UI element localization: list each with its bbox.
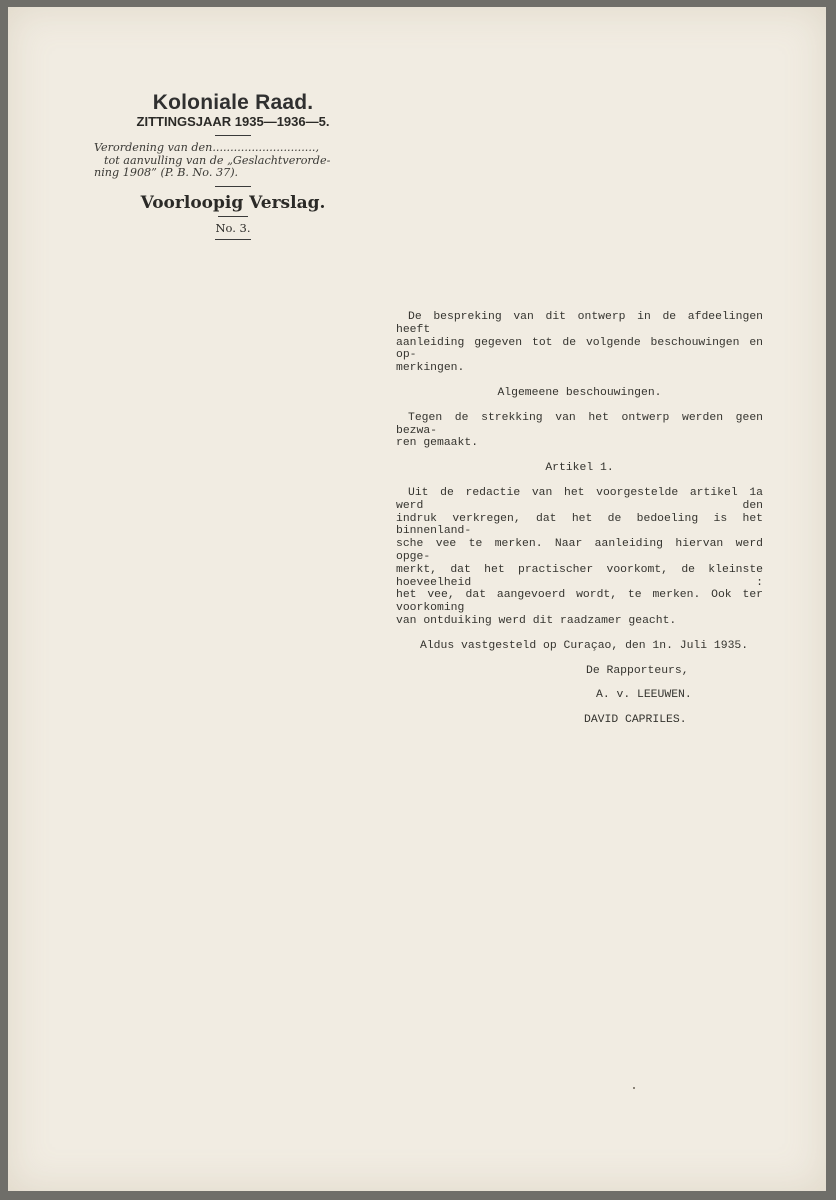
text-line: ren gemaakt. <box>396 437 479 450</box>
adoption-line: Aldus vastgesteld op Curaçao, den 1n. Juli 1935. <box>420 639 749 652</box>
ordinance-line: ning 1908” (P. B. No. 37). <box>94 166 239 179</box>
text-line: aanleiding gegeven tot de volgende beschouwingen en op- <box>396 336 763 362</box>
divider <box>218 216 248 217</box>
signatory: DAVID CAPRILES. <box>584 714 687 727</box>
article-paragraph <box>396 487 763 628</box>
divider <box>215 135 251 136</box>
text-line: van ontduiking werd dit raadzamer geacht. <box>396 614 677 627</box>
ordinance-subject <box>88 142 378 180</box>
divider <box>215 186 251 187</box>
text-line: indruk verkregen, dat het de bedoeling is het binnenland- <box>396 512 763 538</box>
intro-paragraph <box>396 311 763 375</box>
report-number: No. 3. <box>215 220 251 235</box>
text-line: Tegen de strekking van het ontwerp werden geen bezwa- <box>396 411 763 437</box>
paper-speck <box>633 1087 635 1089</box>
divider <box>215 239 251 240</box>
session-year: ZITTINGSJAAR 1935—1936—5. <box>136 114 330 129</box>
text-line: het vee, dat aangevoerd wordt, te merken. Ook ter voorkoming <box>396 589 763 615</box>
text-line: merkingen. <box>396 362 465 375</box>
general-heading: Algemeene beschouwingen. <box>497 386 662 399</box>
ordinance-line: tot aanvulling van de „Geslachtverorde- <box>104 153 331 167</box>
document-header <box>88 91 378 246</box>
rapporteurs-label: De Rapporteurs, <box>586 664 689 677</box>
general-paragraph <box>396 412 763 450</box>
text-line: Uit de redactie van het voorgestelde artikel 1a werd den <box>396 486 763 512</box>
ordinance-line: Verordening van den............................., <box>94 141 320 154</box>
report-body <box>396 311 763 739</box>
signatory: A. v. LEEUWEN. <box>596 689 692 702</box>
text-line: De bespreking van dit ontwerp in de afdeelingen heeft <box>396 311 763 336</box>
text-line: sche vee te merken. Naar aanleiding hiervan werd opge- <box>396 538 763 563</box>
council-title: Koloniale Raad. <box>152 91 314 114</box>
document-page <box>8 7 826 1191</box>
article-heading: Artikel 1. <box>545 462 614 475</box>
report-title: Voorloopig Verslag. <box>140 192 326 213</box>
text-line: merkt, dat het practischer voorkomt, de kleinste hoeveelheid : <box>396 563 763 589</box>
